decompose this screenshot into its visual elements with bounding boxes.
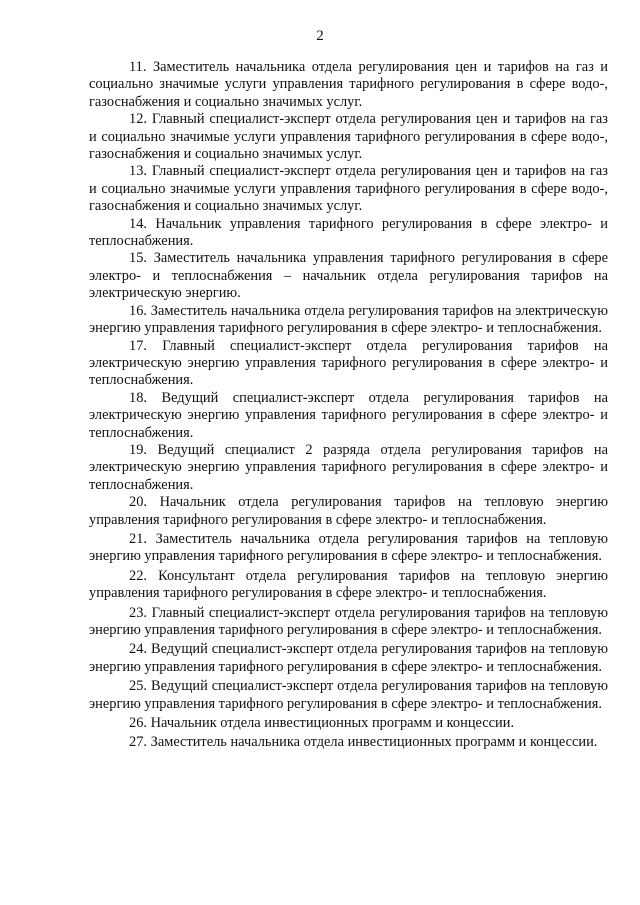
list-item [89, 59, 608, 111]
item-number: 22. [129, 567, 147, 584]
item-number: 26. [129, 715, 147, 732]
list-item [89, 338, 608, 390]
item-number: 21. [129, 530, 147, 547]
item-number: 20. [129, 494, 147, 511]
item-text: Ведущий специалист-эксперт отдела регулирования тарифов на тепловую энергию управления тарифного регулирования в сфере электро- и теплоснабжения. [89, 678, 608, 712]
item-number: 25. [129, 678, 147, 695]
item-text: Начальник управления тарифного регулирования в сфере электро- и теплоснабжения. [89, 215, 609, 250]
list-item [89, 442, 608, 494]
item-number: 15. [129, 250, 147, 267]
list-item [89, 250, 608, 302]
item-text: Заместитель начальника отдела регулирования цен и тарифов на газ и социально значимые услуги управления тарифного регулирования в сфере водо-, газоснабжения и социально значимых услуг. [89, 59, 608, 110]
item-number: 17. [129, 337, 147, 354]
item-number: 18. [129, 389, 147, 406]
positions-list [89, 59, 608, 752]
item-text: Заместитель начальника отдела инвестиционных программ и концессии. [150, 734, 598, 751]
item-text: Заместитель начальника управления тарифного регулирования в сфере электро- и теплоснабжения – начальник отдела регулирования тарифов на электрическую энергию. [89, 250, 608, 302]
item-text: Главный специалист-эксперт отдела регулирования тарифов на электрическую энергию управления тарифного регулирования в сфере электро- и теплоснабжения. [89, 337, 608, 389]
item-number: 11. [129, 59, 147, 75]
item-number: 19. [129, 441, 147, 458]
item-number: 12. [129, 111, 147, 128]
item-text: Главный специалист-эксперт отдела регулирования цен и тарифов на газ и социально значимые услуги управления тарифного регулирования в сфере водо-, газоснабжения и социально значимых услуг. [89, 111, 608, 163]
list-item [89, 678, 608, 713]
list-item [89, 605, 608, 640]
item-text: Ведущий специалист 2 разряда отдела регулирования тарифов на электрическую энергию управления тарифного регулирования в сфере электро- и теплоснабжения. [89, 441, 608, 493]
item-text: Заместитель начальника отдела регулирования тарифов на тепловую энергию управления тарифного регулирования в сфере электро- и теплоснабжения. [89, 530, 608, 565]
list-item [89, 390, 608, 442]
item-number: 23. [129, 604, 147, 621]
list-item [89, 494, 608, 529]
item-text: Ведущий специалист-эксперт отдела регулирования тарифов на тепловую энергию управления тарифного регулирования в сфере электро- и теплоснабжения. [89, 641, 608, 675]
item-text: Главный специалист-эксперт отдела регулирования цен и тарифов на газ и социально значимые услуги управления тарифного регулирования в сфере водо-, газоснабжения и социально значимых услуг. [89, 163, 608, 215]
list-item [89, 641, 608, 676]
item-number: 13. [129, 163, 147, 180]
item-number: 24. [129, 641, 147, 658]
page-number: 2 [316, 28, 324, 44]
item-number: 16. [129, 302, 147, 319]
list-item [89, 163, 608, 215]
item-text: Ведущий специалист-эксперт отдела регулирования тарифов на электрическую энергию управления тарифного регулирования в сфере электро- и теплоснабжения. [89, 389, 608, 441]
item-text: Начальник отдела инвестиционных программ и концессии. [150, 715, 515, 732]
list-item [89, 303, 608, 338]
item-number: 27. [129, 734, 147, 751]
item-text: Главный специалист-эксперт отдела регулирования тарифов на тепловую энергию управления тарифного регулирования в сфере электро- и теплоснабжения. [89, 604, 608, 638]
list-item [89, 216, 608, 251]
item-text: Начальник отдела регулирования тарифов на тепловую энергию управления тарифного регулирования в сфере электро- и теплоснабжения. [89, 494, 608, 528]
item-text: Заместитель начальника отдела регулирования тарифов на электрическую энергию управления тарифного регулирования в сфере электро- и теплоснабжения. [89, 302, 608, 337]
list-item [89, 715, 608, 732]
item-text: Консультант отдела регулирования тарифов на тепловую энергию управления тарифного регулирования в сфере электро- и теплоснабжения. [89, 567, 608, 602]
list-item [89, 734, 608, 751]
list-item [89, 568, 608, 603]
list-item [89, 111, 608, 163]
item-number: 14. [129, 215, 147, 232]
list-item [89, 531, 608, 566]
